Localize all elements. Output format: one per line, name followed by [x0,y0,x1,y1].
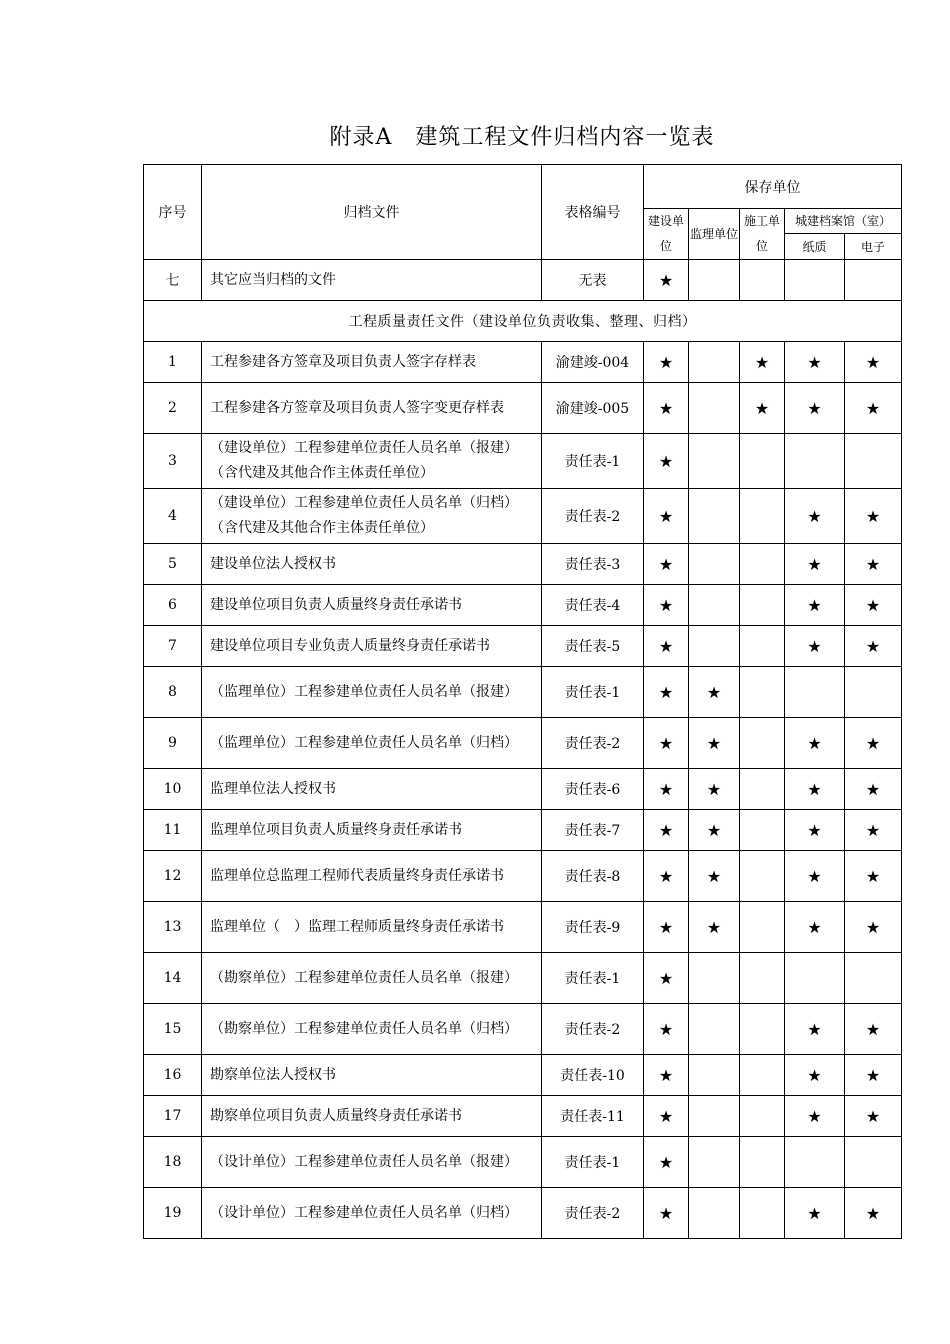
mark-archive-electronic [845,1004,902,1055]
star-icon: ★ [865,1065,881,1085]
row-file-name: 其它应当归档的文件 [202,260,542,301]
row-form-no: 责任表-5 [542,626,644,667]
mark-jianshe [644,902,689,953]
row-form-no: 渝建竣-004 [542,342,644,383]
star-icon: ★ [658,866,674,886]
mark-shigong [740,1055,785,1096]
row-form-no: 责任表-2 [542,1188,644,1239]
mark-jianli [689,434,740,489]
archive-table [143,164,902,1239]
row-file-name: 监理单位项目负责人质量终身责任承诺书 [202,810,542,851]
row-seq: 2 [144,383,202,434]
table-row [144,902,902,953]
row-seq: 9 [144,718,202,769]
header-form-no: 表格编号 [542,165,644,260]
row-form-no: 责任表-6 [542,769,644,810]
table-row [144,851,902,902]
star-icon: ★ [706,866,722,886]
table-row [144,810,902,851]
mark-archive-electronic [845,544,902,585]
header-jianshe [644,209,689,260]
mark-jianli [689,1004,740,1055]
star-icon: ★ [865,554,881,574]
header-jianshe-label: 建设单位 [647,214,684,253]
mark-jianli [689,1137,740,1188]
row-file-name: （设计单位）工程参建单位责任人员名单（报建） [202,1137,542,1188]
row-seq: 4 [144,489,202,544]
star-icon: ★ [865,1203,881,1223]
mark-archive-paper [785,1137,845,1188]
table-row [144,667,902,718]
table-row [144,342,902,383]
mark-jianshe [644,1055,689,1096]
star-icon: ★ [706,733,722,753]
mark-jianshe [644,769,689,810]
mark-shigong [740,851,785,902]
row-form-no: 责任表-2 [542,718,644,769]
mark-archive-electronic [845,383,902,434]
mark-jianshe [644,342,689,383]
star-icon: ★ [865,917,881,937]
mark-archive-electronic [845,342,902,383]
star-icon: ★ [807,1019,822,1039]
row-seq: 7 [144,626,202,667]
table-row [144,1096,902,1137]
row-seq: 七 [144,260,202,301]
star-icon: ★ [658,398,674,418]
mark-shigong [740,902,785,953]
mark-shigong [740,1137,785,1188]
mark-shigong [740,626,785,667]
mark-archive-electronic [845,626,902,667]
star-icon: ★ [807,636,822,656]
mark-jianshe [644,718,689,769]
star-icon: ★ [807,866,822,886]
mark-jianli [689,260,740,301]
mark-archive-electronic [845,851,902,902]
header-paper: 纸质 [785,233,845,259]
mark-archive-paper [785,769,845,810]
mark-jianli [689,769,740,810]
header-shigong [740,209,785,260]
star-icon: ★ [754,352,770,372]
star-icon: ★ [658,595,674,615]
mark-archive-paper [785,1188,845,1239]
star-icon: ★ [706,682,722,702]
mark-shigong [740,585,785,626]
star-icon: ★ [807,917,822,937]
mark-shigong [740,1188,785,1239]
row-form-no: 责任表-10 [542,1055,644,1096]
row-seq: 18 [144,1137,202,1188]
header-jianli [689,209,740,260]
mark-archive-paper [785,489,845,544]
row-form-no: 责任表-8 [542,851,644,902]
table-row [144,1004,902,1055]
star-icon: ★ [658,352,674,372]
mark-shigong [740,769,785,810]
table-row [144,585,902,626]
row-file-name: （建设单位）工程参建单位责任人员名单（报建）（含代建及其他合作主体责任单位） [202,434,542,489]
mark-jianli [689,953,740,1004]
mark-archive-electronic [845,718,902,769]
table-row [144,953,902,1004]
star-icon: ★ [865,595,881,615]
mark-jianli [689,585,740,626]
mark-archive-paper [785,1004,845,1055]
table-row [144,718,902,769]
mark-archive-electronic [845,585,902,626]
mark-archive-paper [785,260,845,301]
mark-jianshe [644,667,689,718]
star-icon: ★ [658,968,674,988]
table-row [144,769,902,810]
star-icon: ★ [658,506,674,526]
table-row [144,1137,902,1188]
row-form-no: 渝建竣-005 [542,383,644,434]
mark-archive-electronic [845,1096,902,1137]
mark-archive-paper [785,851,845,902]
star-icon: ★ [754,398,770,418]
star-icon: ★ [658,682,674,702]
row-file-name: （监理单位）工程参建单位责任人员名单（报建） [202,667,542,718]
star-icon: ★ [807,1203,822,1223]
header-file: 归档文件 [202,165,542,260]
star-icon: ★ [658,733,674,753]
header-keep-unit: 保存单位 [644,165,902,209]
mark-archive-paper [785,585,845,626]
star-icon: ★ [865,352,881,372]
row-form-no: 责任表-1 [542,667,644,718]
row-form-no: 责任表-1 [542,1137,644,1188]
mark-archive-paper [785,342,845,383]
star-icon: ★ [658,779,674,799]
star-icon: ★ [658,554,674,574]
mark-archive-electronic [845,667,902,718]
mark-jianshe [644,1137,689,1188]
row-form-no: 责任表-1 [542,953,644,1004]
mark-jianshe [644,544,689,585]
row-form-no: 责任表-2 [542,1004,644,1055]
star-icon: ★ [807,733,822,753]
star-icon: ★ [865,506,881,526]
mark-shigong [740,383,785,434]
star-icon: ★ [807,506,822,526]
mark-jianshe [644,1188,689,1239]
mark-archive-electronic [845,902,902,953]
row-file-name: 监理单位（ ）监理工程师质量终身责任承诺书 [202,902,542,953]
header-archive: 城建档案馆（室） [785,209,902,234]
row-file-name: 工程参建各方签章及项目负责人签字变更存样表 [202,383,542,434]
star-icon: ★ [865,779,881,799]
row-form-no: 责任表-3 [542,544,644,585]
mark-archive-paper [785,667,845,718]
row-seq: 11 [144,810,202,851]
row-file-name: （建设单位）工程参建单位责任人员名单（归档）（含代建及其他合作主体责任单位） [202,489,542,544]
row-file-name: 监理单位总监理工程师代表质量终身责任承诺书 [202,851,542,902]
star-icon: ★ [658,1065,674,1085]
row-file-name: 建设单位项目专业负责人质量终身责任承诺书 [202,626,542,667]
star-icon: ★ [807,554,822,574]
star-icon: ★ [658,636,674,656]
row-seq: 6 [144,585,202,626]
row-seq: 15 [144,1004,202,1055]
row-seq: 8 [144,667,202,718]
mark-archive-paper [785,383,845,434]
row-seq: 13 [144,902,202,953]
mark-archive-electronic [845,1188,902,1239]
mark-archive-paper [785,1096,845,1137]
header-shigong-label: 施工单位 [743,214,780,253]
star-icon: ★ [706,820,722,840]
star-icon: ★ [807,820,822,840]
mark-jianshe [644,434,689,489]
mark-archive-paper [785,544,845,585]
row-file-name: （勘察单位）工程参建单位责任人员名单（归档） [202,1004,542,1055]
row-file-name: （勘察单位）工程参建单位责任人员名单（报建） [202,953,542,1004]
row-seq: 1 [144,342,202,383]
mark-jianli [689,1188,740,1239]
mark-shigong [740,544,785,585]
star-icon: ★ [865,1106,881,1126]
mark-archive-electronic [845,434,902,489]
mark-jianli [689,626,740,667]
mark-jianli [689,851,740,902]
mark-shigong [740,1096,785,1137]
mark-shigong [740,953,785,1004]
mark-shigong [740,667,785,718]
row-form-no: 责任表-7 [542,810,644,851]
mark-jianli [689,383,740,434]
mark-jianshe [644,953,689,1004]
mark-archive-paper [785,1055,845,1096]
row-form-no: 责任表-9 [542,902,644,953]
star-icon: ★ [706,779,722,799]
mark-shigong [740,434,785,489]
star-icon: ★ [807,352,822,372]
star-icon: ★ [807,1065,822,1085]
mark-archive-paper [785,810,845,851]
row-form-no: 责任表-4 [542,585,644,626]
mark-archive-electronic [845,489,902,544]
table-row [144,489,902,544]
star-icon: ★ [865,820,881,840]
table-row [144,1188,902,1239]
mark-jianli [689,667,740,718]
mark-jianshe [644,810,689,851]
row-form-no: 无表 [542,260,644,301]
table-row [144,1055,902,1096]
row-seq: 16 [144,1055,202,1096]
star-icon: ★ [865,1019,881,1039]
mark-jianshe [644,1004,689,1055]
table-row [144,626,902,667]
row-form-no: 责任表-1 [542,434,644,489]
table-row [144,260,902,301]
mark-jianli [689,489,740,544]
star-icon: ★ [807,779,822,799]
star-icon: ★ [658,1019,674,1039]
mark-archive-electronic [845,953,902,1004]
table-row [144,544,902,585]
row-file-name: 勘察单位法人授权书 [202,1055,542,1096]
star-icon: ★ [658,820,674,840]
mark-jianli [689,342,740,383]
mark-jianshe [644,585,689,626]
star-icon: ★ [807,595,822,615]
mark-jianshe [644,626,689,667]
star-icon: ★ [706,917,722,937]
header-row-1 [144,165,902,209]
star-icon: ★ [807,398,822,418]
star-icon: ★ [865,866,881,886]
mark-jianli [689,1055,740,1096]
row-seq: 10 [144,769,202,810]
star-icon: ★ [658,270,674,290]
star-icon: ★ [658,1203,674,1223]
row-form-no: 责任表-11 [542,1096,644,1137]
mark-jianshe [644,1096,689,1137]
table-body [144,165,902,1239]
star-icon: ★ [865,733,881,753]
mark-jianshe [644,383,689,434]
mark-jianli [689,1096,740,1137]
mark-archive-electronic [845,769,902,810]
mark-shigong [740,489,785,544]
mark-jianli [689,902,740,953]
row-form-no: 责任表-2 [542,489,644,544]
mark-jianshe [644,851,689,902]
star-icon: ★ [658,451,674,471]
row-seq: 17 [144,1096,202,1137]
row-file-name: 监理单位法人授权书 [202,769,542,810]
row-file-name: （设计单位）工程参建单位责任人员名单（归档） [202,1188,542,1239]
star-icon: ★ [865,398,881,418]
mark-jianli [689,718,740,769]
mark-archive-paper [785,953,845,1004]
mark-jianli [689,544,740,585]
star-icon: ★ [807,1106,822,1126]
star-icon: ★ [658,1106,674,1126]
row-file-name: 建设单位项目负责人质量终身责任承诺书 [202,585,542,626]
row-seq: 3 [144,434,202,489]
section-title: 工程质量责任文件（建设单位负责收集、整理、归档） [144,301,902,342]
star-icon: ★ [865,636,881,656]
header-jianli-label: 监理单位 [689,226,738,241]
row-seq: 5 [144,544,202,585]
row-file-name: 勘察单位项目负责人质量终身责任承诺书 [202,1096,542,1137]
table-row [144,434,902,489]
mark-jianshe [644,489,689,544]
header-electronic: 电子 [845,233,902,259]
row-seq: 14 [144,953,202,1004]
mark-jianshe [644,260,689,301]
mark-archive-paper [785,434,845,489]
page-title: 附录A 建筑工程文件归档内容一览表 [329,125,715,150]
section-row [144,301,902,342]
header-seq: 序号 [144,165,202,260]
row-file-name: 建设单位法人授权书 [202,544,542,585]
row-seq: 12 [144,851,202,902]
mark-archive-electronic [845,1055,902,1096]
mark-archive-electronic [845,810,902,851]
mark-archive-paper [785,902,845,953]
star-icon: ★ [658,917,674,937]
table-row [144,383,902,434]
mark-archive-paper [785,626,845,667]
mark-shigong [740,260,785,301]
mark-shigong [740,1004,785,1055]
mark-archive-electronic [845,1137,902,1188]
row-file-name: 工程参建各方签章及项目负责人签字存样表 [202,342,542,383]
mark-shigong [740,718,785,769]
mark-archive-paper [785,718,845,769]
row-seq: 19 [144,1188,202,1239]
row-file-name: （监理单位）工程参建单位责任人员名单（归档） [202,718,542,769]
mark-jianli [689,810,740,851]
mark-shigong [740,810,785,851]
mark-shigong [740,342,785,383]
mark-archive-electronic [845,260,902,301]
star-icon: ★ [658,1152,674,1172]
